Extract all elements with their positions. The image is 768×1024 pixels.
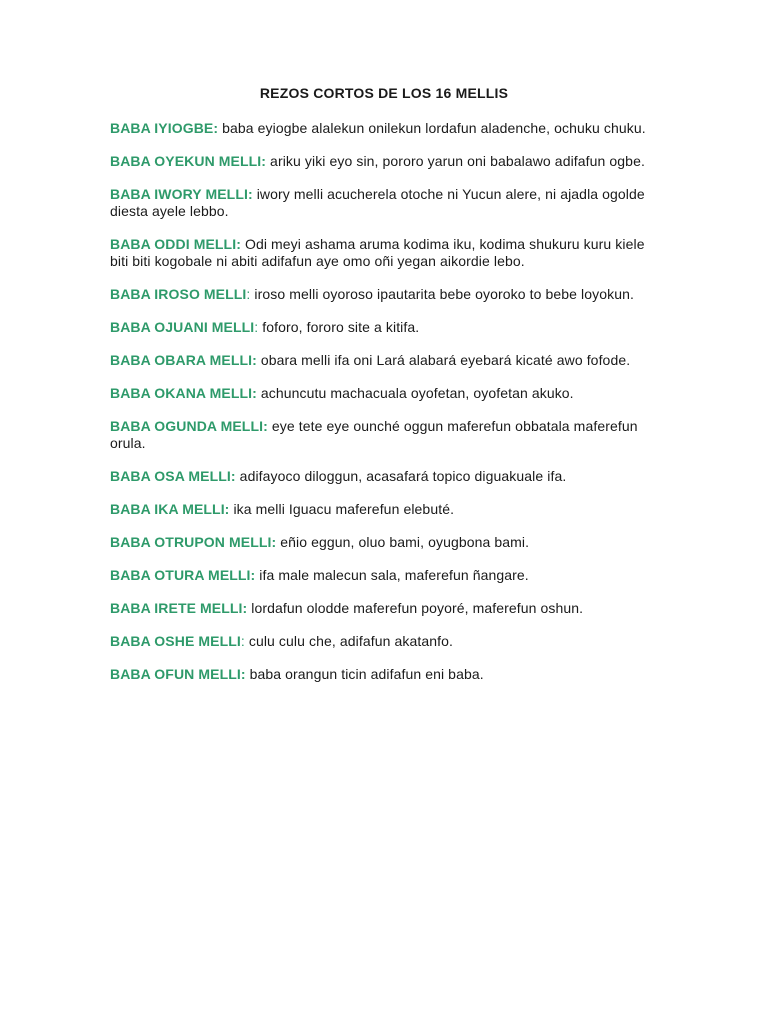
- prayer-entry: [110, 633, 662, 650]
- document-title: REZOS CORTOS DE LOS 16 MELLIS: [259, 85, 509, 101]
- prayer-name: BABA OYEKUN MELLI:: [110, 153, 267, 169]
- prayer-text: ariku yiki eyo sin, pororo yarun oni babalawo adifafun ogbe.: [266, 153, 645, 169]
- prayer-name: BABA OJUANI MELLI: [110, 319, 255, 335]
- prayer-text: lordafun olodde maferefun poyoré, maferefun oshun.: [247, 600, 584, 616]
- prayer-entry: [110, 600, 662, 617]
- prayer-entry: [110, 120, 662, 137]
- prayer-text: baba orangun ticin adifafun eni baba.: [245, 666, 484, 682]
- prayer-text: culu culu che, adifafun akatanfo.: [244, 633, 453, 649]
- prayer-entry: [110, 319, 662, 336]
- prayer-colon: :: [254, 319, 259, 335]
- prayer-text: Odi meyi ashama aruma kodima iku, kodima shukuru kuru kiele biti biti kogobale ni abiti adifafun aye omo oñi yegan aikordie lebo.: [110, 236, 645, 269]
- prayer-name: BABA OKANA MELLI:: [110, 385, 257, 401]
- prayer-text: obara melli ifa oni Lará alabará eyebará kicaté awo fofode.: [256, 352, 631, 368]
- prayer-name: BABA OFUN MELLI:: [110, 666, 246, 682]
- prayer-name: BABA OTRUPON MELLI:: [110, 534, 277, 550]
- prayer-entry: [110, 501, 662, 518]
- prayer-name: BABA OTURA MELLI:: [110, 567, 256, 583]
- prayer-name: BABA IKA MELLI:: [110, 501, 230, 517]
- prayer-entry: [110, 666, 662, 683]
- prayer-name: BABA IWORY MELLI:: [110, 186, 253, 202]
- prayer-entry: [110, 236, 662, 270]
- prayer-text: achuncutu machacuala oyofetan, oyofetan akuko.: [256, 385, 574, 401]
- prayer-name: BABA OSHE MELLI: [110, 633, 241, 649]
- prayer-name: BABA OBARA MELLI:: [110, 352, 257, 368]
- prayer-name: BABA OGUNDA MELLI:: [110, 418, 268, 434]
- prayer-entry: [110, 534, 662, 551]
- prayer-text: baba eyiogbe alalekun onilekun lordafun aladenche, ochuku chuku.: [218, 120, 646, 136]
- prayer-entry: [110, 352, 662, 369]
- prayer-text: eñio eggun, oluo bami, oyugbona bami.: [276, 534, 530, 550]
- prayer-colon: :: [240, 633, 245, 649]
- prayer-text: foforo, fororo site a kitifa.: [258, 319, 420, 335]
- prayer-text: iwory melli acucherela otoche ni Yucun alere, ni ajadla ogolde diesta ayele lebbo.: [110, 186, 645, 219]
- prayer-text: eye tete eye ounché oggun maferefun obbatala maferefun orula.: [110, 418, 638, 451]
- prayer-entry: [110, 468, 662, 485]
- prayer-entry: [110, 186, 662, 220]
- prayer-text: ifa male malecun sala, maferefun ñangare.: [255, 567, 529, 583]
- prayer-colon: :: [246, 286, 251, 302]
- prayer-text: ika melli Iguacu maferefun elebuté.: [229, 501, 455, 517]
- prayer-name: BABA IROSO MELLI: [110, 286, 247, 302]
- prayer-name: BABA IYIOGBE:: [110, 120, 219, 136]
- prayer-entry: [110, 385, 662, 402]
- prayer-text: adifayoco diloggun, acasafará topico diguakuale ifa.: [235, 468, 567, 484]
- prayer-text: iroso melli oyoroso ipautarita bebe oyoroko to bebe loyokun.: [250, 286, 634, 302]
- prayer-name: BABA IRETE MELLI:: [110, 600, 248, 616]
- prayer-name: BABA ODDI MELLI:: [110, 236, 241, 252]
- prayer-entry: [110, 418, 662, 452]
- prayer-entry: [110, 153, 662, 170]
- prayer-entry: [110, 567, 662, 584]
- prayer-entry: [110, 286, 662, 303]
- prayer-list: [110, 120, 662, 699]
- prayer-name: BABA OSA MELLI:: [110, 468, 236, 484]
